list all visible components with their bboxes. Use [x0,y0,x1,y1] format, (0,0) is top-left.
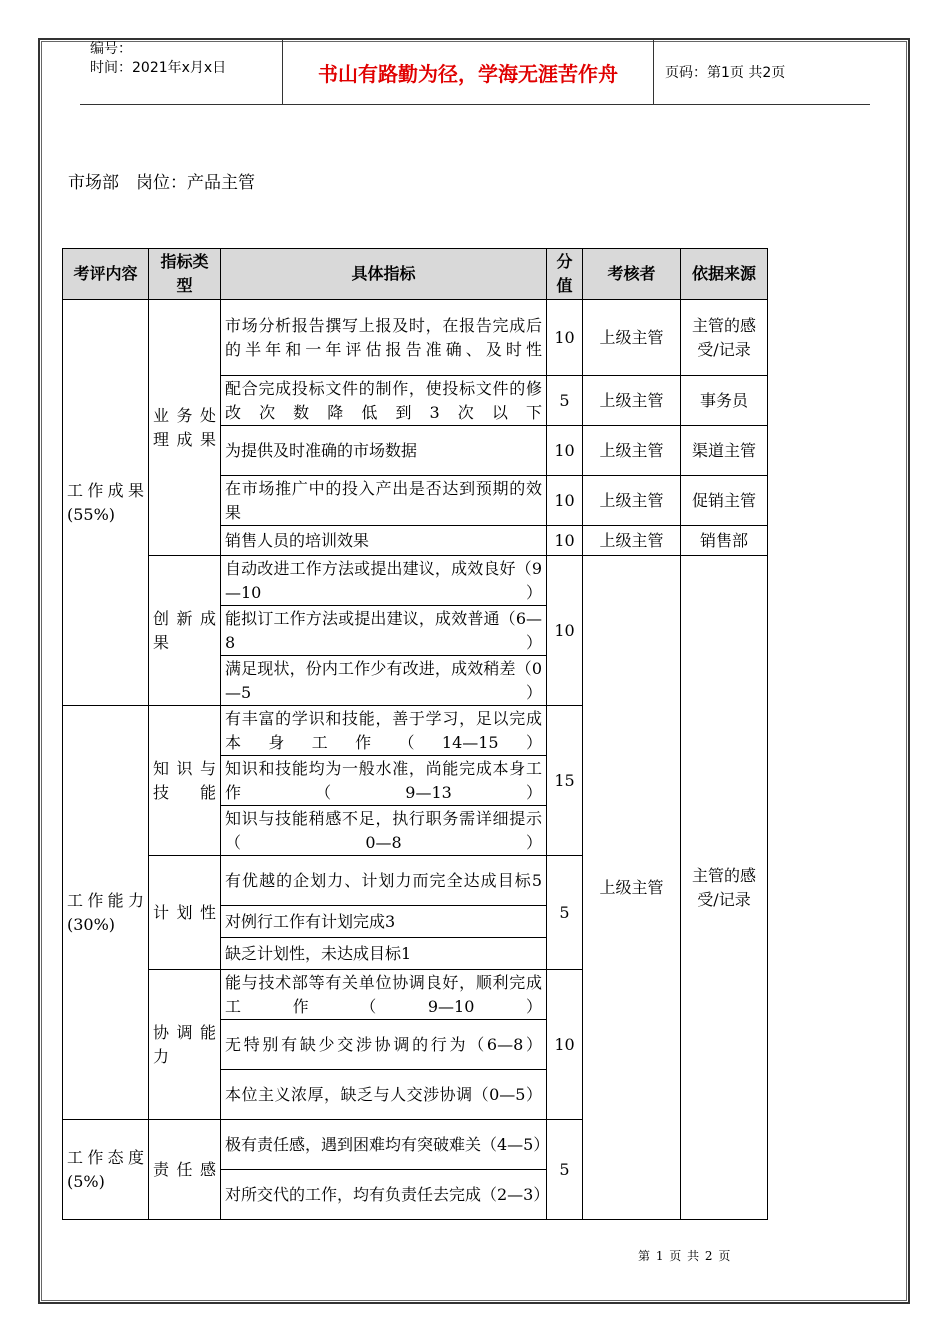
source-cell: 主管的感受/记录 [681,300,768,376]
indicator-cell: 销售人员的培训效果 [221,526,547,556]
assessor-cell: 上级主管 [583,376,681,426]
type-business: 业务处理成果 [149,300,221,556]
table-header-row [63,249,768,300]
assessor-cell: 上级主管 [583,526,681,556]
score-cell: 10 [547,476,583,526]
indicator-cell: 能拟订工作方法或提出建议，成效普通（6—8） [221,606,547,656]
source-cell: 销售部 [681,526,768,556]
type-knowledge: 知识与技能 [149,706,221,856]
source-cell: 促销主管 [681,476,768,526]
source-cell: 渠道主管 [681,426,768,476]
indicator-cell: 知识和技能均为一般水准，尚能完成本身工作（9—13） [221,756,547,806]
source-cell-merged: 主管的感受/记录 [681,556,768,1220]
assessor-cell: 上级主管 [583,476,681,526]
category-work-result: 工作成果(55%) [63,300,149,706]
indicator-cell: 市场分析报告撰写上报及时，在报告完成后的半年和一年评估报告准确、及时性 [221,300,547,376]
indicator-cell: 配合完成投标文件的制作，使投标文件的修改次数降低到3次以下 [221,376,547,426]
assessor-cell: 上级主管 [583,300,681,376]
category-work-attitude: 工作态度(5%) [63,1120,149,1220]
indicator-cell: 知识与技能稍感不足，执行职务需详细提示（0—8） [221,806,547,856]
assessor-cell: 上级主管 [583,426,681,476]
indicator-cell: 本位主义浓厚，缺乏与人交涉协调（0—5） [221,1070,547,1120]
header-score: 分值 [547,249,583,300]
evaluation-table [62,248,768,1220]
indicator-cell: 为提供及时准确的市场数据 [221,426,547,476]
score-cell: 15 [547,706,583,856]
indicator-cell: 对所交代的工作，均有负责任去完成（2—3） [221,1170,547,1220]
type-innovation: 创新成果 [149,556,221,706]
header-indicator: 具体指标 [221,249,547,300]
score-cell: 10 [547,426,583,476]
assessor-cell-merged: 上级主管 [583,556,681,1220]
indicator-cell: 能与技术部等有关单位协调良好，顺利完成工作（9—10） [221,970,547,1020]
score-cell: 5 [547,856,583,970]
date-label: 时间：2021年x月x日 [90,60,227,76]
header-category: 考评内容 [63,249,149,300]
type-planning: 计划性 [149,856,221,970]
category-work-ability: 工作能力(30%) [63,706,149,1120]
header-source: 依据来源 [681,249,768,300]
indicator-cell: 在市场推广中的投入产出是否达到预期的效果 [221,476,547,526]
source-cell: 事务员 [681,376,768,426]
header-assessor: 考核者 [583,249,681,300]
indicator-cell: 满足现状，份内工作少有改进，成效稍差（0—5） [221,656,547,706]
indicator-cell: 有丰富的学识和技能，善于学习，足以完成本身工作（14—15） [221,706,547,756]
indicator-cell: 对例行工作有计划完成3 [221,906,547,938]
indicator-cell: 极有责任感，遇到困难均有突破难关（4—5） [221,1120,547,1170]
header-meta [90,40,280,78]
header-page-info: 页码：第1页 共2页 [665,65,786,81]
score-cell: 10 [547,526,583,556]
score-cell: 10 [547,970,583,1120]
score-cell: 5 [547,376,583,426]
indicator-cell: 有优越的企划力、计划力而完全达成目标5 [221,856,547,906]
score-cell: 10 [547,300,583,376]
number-label: 编号： [90,41,132,57]
table-row [63,300,768,376]
header-motto: 书山有路勤为径，学海无涯苦作舟 [282,40,654,104]
page-footer: 第 1 页 共 2 页 [638,1249,732,1263]
page-header [80,40,870,105]
department-position: 市场部 岗位：产品主管 [68,173,255,193]
score-cell: 5 [547,1120,583,1220]
type-coordination: 协调能力 [149,970,221,1120]
header-type: 指标类型 [149,249,221,300]
score-cell: 10 [547,556,583,706]
indicator-cell: 缺乏计划性，未达成目标1 [221,938,547,970]
type-responsibility: 责任感 [149,1120,221,1220]
indicator-cell: 自动改进工作方法或提出建议，成效良好（9—10） [221,556,547,606]
indicator-cell: 无特别有缺少交涉协调的行为（6—8） [221,1020,547,1070]
table-row [63,556,768,606]
